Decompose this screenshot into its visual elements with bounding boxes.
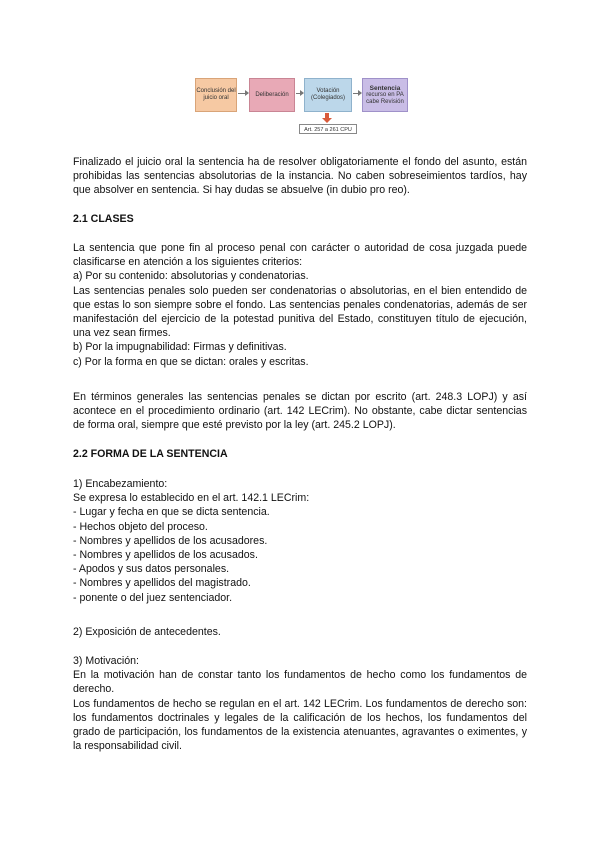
intro-paragraph: Finalizado el juicio oral la sentencia ha de resolver obligatoriamente el fondo del asunto, están prohibidas las sentencias absolutorias de la instancia. No caben sobreseimientos tardíos, hay que absolver en sentencia. Si hay dudas se absuelve (in dubio pro reo).	[73, 156, 527, 197]
section-2-1-heading: 2.1 CLASES	[73, 213, 134, 225]
diagram-box-sentence	[362, 78, 408, 112]
diagram-box-title: Sentencia	[369, 84, 401, 92]
diagram-box-label: Conclusión del juicio oral	[196, 88, 236, 101]
diagram-box-label: Deliberación	[255, 91, 289, 98]
list-item: - ponente o del juez sentenciador.	[73, 591, 233, 604]
section-2-2-motivacion	[73, 654, 527, 753]
diagram-box-label	[363, 85, 407, 106]
list-item: - Nombres y apellidos de los acusadores.	[73, 534, 268, 547]
list-item: - Nombres y apellidos de los acusados.	[73, 549, 258, 562]
list-item: a) Por su contenido: absolutorias y condenatorias.	[73, 270, 309, 283]
subsection-title: 1) Encabezamiento:	[73, 478, 168, 490]
paragraph: Los fundamentos de hecho se regulan en el art. 142 LECrim. Los fundamentos de derecho son: los fundamentos doctrinales y legales de la calificación de los hechos, los fundamentos del grado de participación, los fundamentos de la existencia atenuantes, agravantes o eximentes, y la responsabilidad civil.	[73, 697, 527, 753]
list-item: - Hechos objeto del proceso.	[73, 520, 208, 533]
diagram-box-voting	[304, 78, 352, 112]
section-2-2-heading: 2.2 FORMA DE LA SENTENCIA	[73, 448, 228, 460]
section-2-1-body	[73, 241, 527, 369]
diagram-reference: Art. 257 a 261 CPU	[299, 124, 357, 134]
diagram-box-line: Votación	[316, 88, 340, 94]
arrow-right-icon	[353, 93, 361, 94]
process-diagram	[0, 0, 600, 150]
arrow-right-icon	[238, 93, 248, 94]
diagram-box-sub: recurso en PA cabe Revisión	[366, 91, 404, 105]
arrow-down-icon	[322, 113, 332, 123]
list-item: b) Por la impugnabilidad: Firmas y definitivas.	[73, 341, 287, 354]
list-item: c) Por la forma en que se dictan: orales y escritas.	[73, 355, 309, 368]
list-item: - Nombres y apellidos del magistrado.	[73, 577, 251, 590]
paragraph: Las sentencias penales solo pueden ser condenatorias o absolutorias, en el bien entendido de que estas lo son siempre sobre el fondo. Las sentencias penales condenatorias, además de ser manifestación del ejercicio de la potestad punitiva del Estado, constituyen título de ejecución, una vez sean firmes.	[73, 284, 527, 340]
list-item: - Lugar y fecha en que se dicta sentencia.	[73, 506, 270, 519]
subsection-title: 2) Exposición de antecedentes.	[73, 626, 221, 638]
paragraph: En términos generales las sentencias penales se dictan por escrito (art. 248.3 LOPJ) y así acontece en el procedimiento ordinario (art. 142 LECrim). No obstante, cabe dictar sentencias de forma oral, siempre que esté previsto por la ley (art. 245.2 LOPJ).	[73, 391, 527, 432]
arrow-right-icon	[296, 93, 303, 94]
paragraph: En la motivación han de constar tanto los fundamentos de hecho como los fundamentos de derecho.	[73, 669, 527, 696]
list-item: - Apodos y sus datos personales.	[73, 563, 230, 576]
diagram-box-deliberation	[249, 78, 295, 112]
diagram-box-conclusion	[195, 78, 237, 112]
diagram-box-label	[311, 88, 345, 102]
section-2-2-encabezamiento	[73, 477, 527, 605]
paragraph: Se expresa lo establecido en el art. 142.1 LECrim:	[73, 492, 310, 505]
paragraph: La sentencia que pone fin al proceso penal con carácter o autoridad de cosa juzgada puede clasificarse en atención a los siguientes criterios:	[73, 242, 527, 269]
subsection-title: 3) Motivación:	[73, 655, 139, 667]
diagram-box-line: (Colegiados)	[310, 95, 346, 101]
